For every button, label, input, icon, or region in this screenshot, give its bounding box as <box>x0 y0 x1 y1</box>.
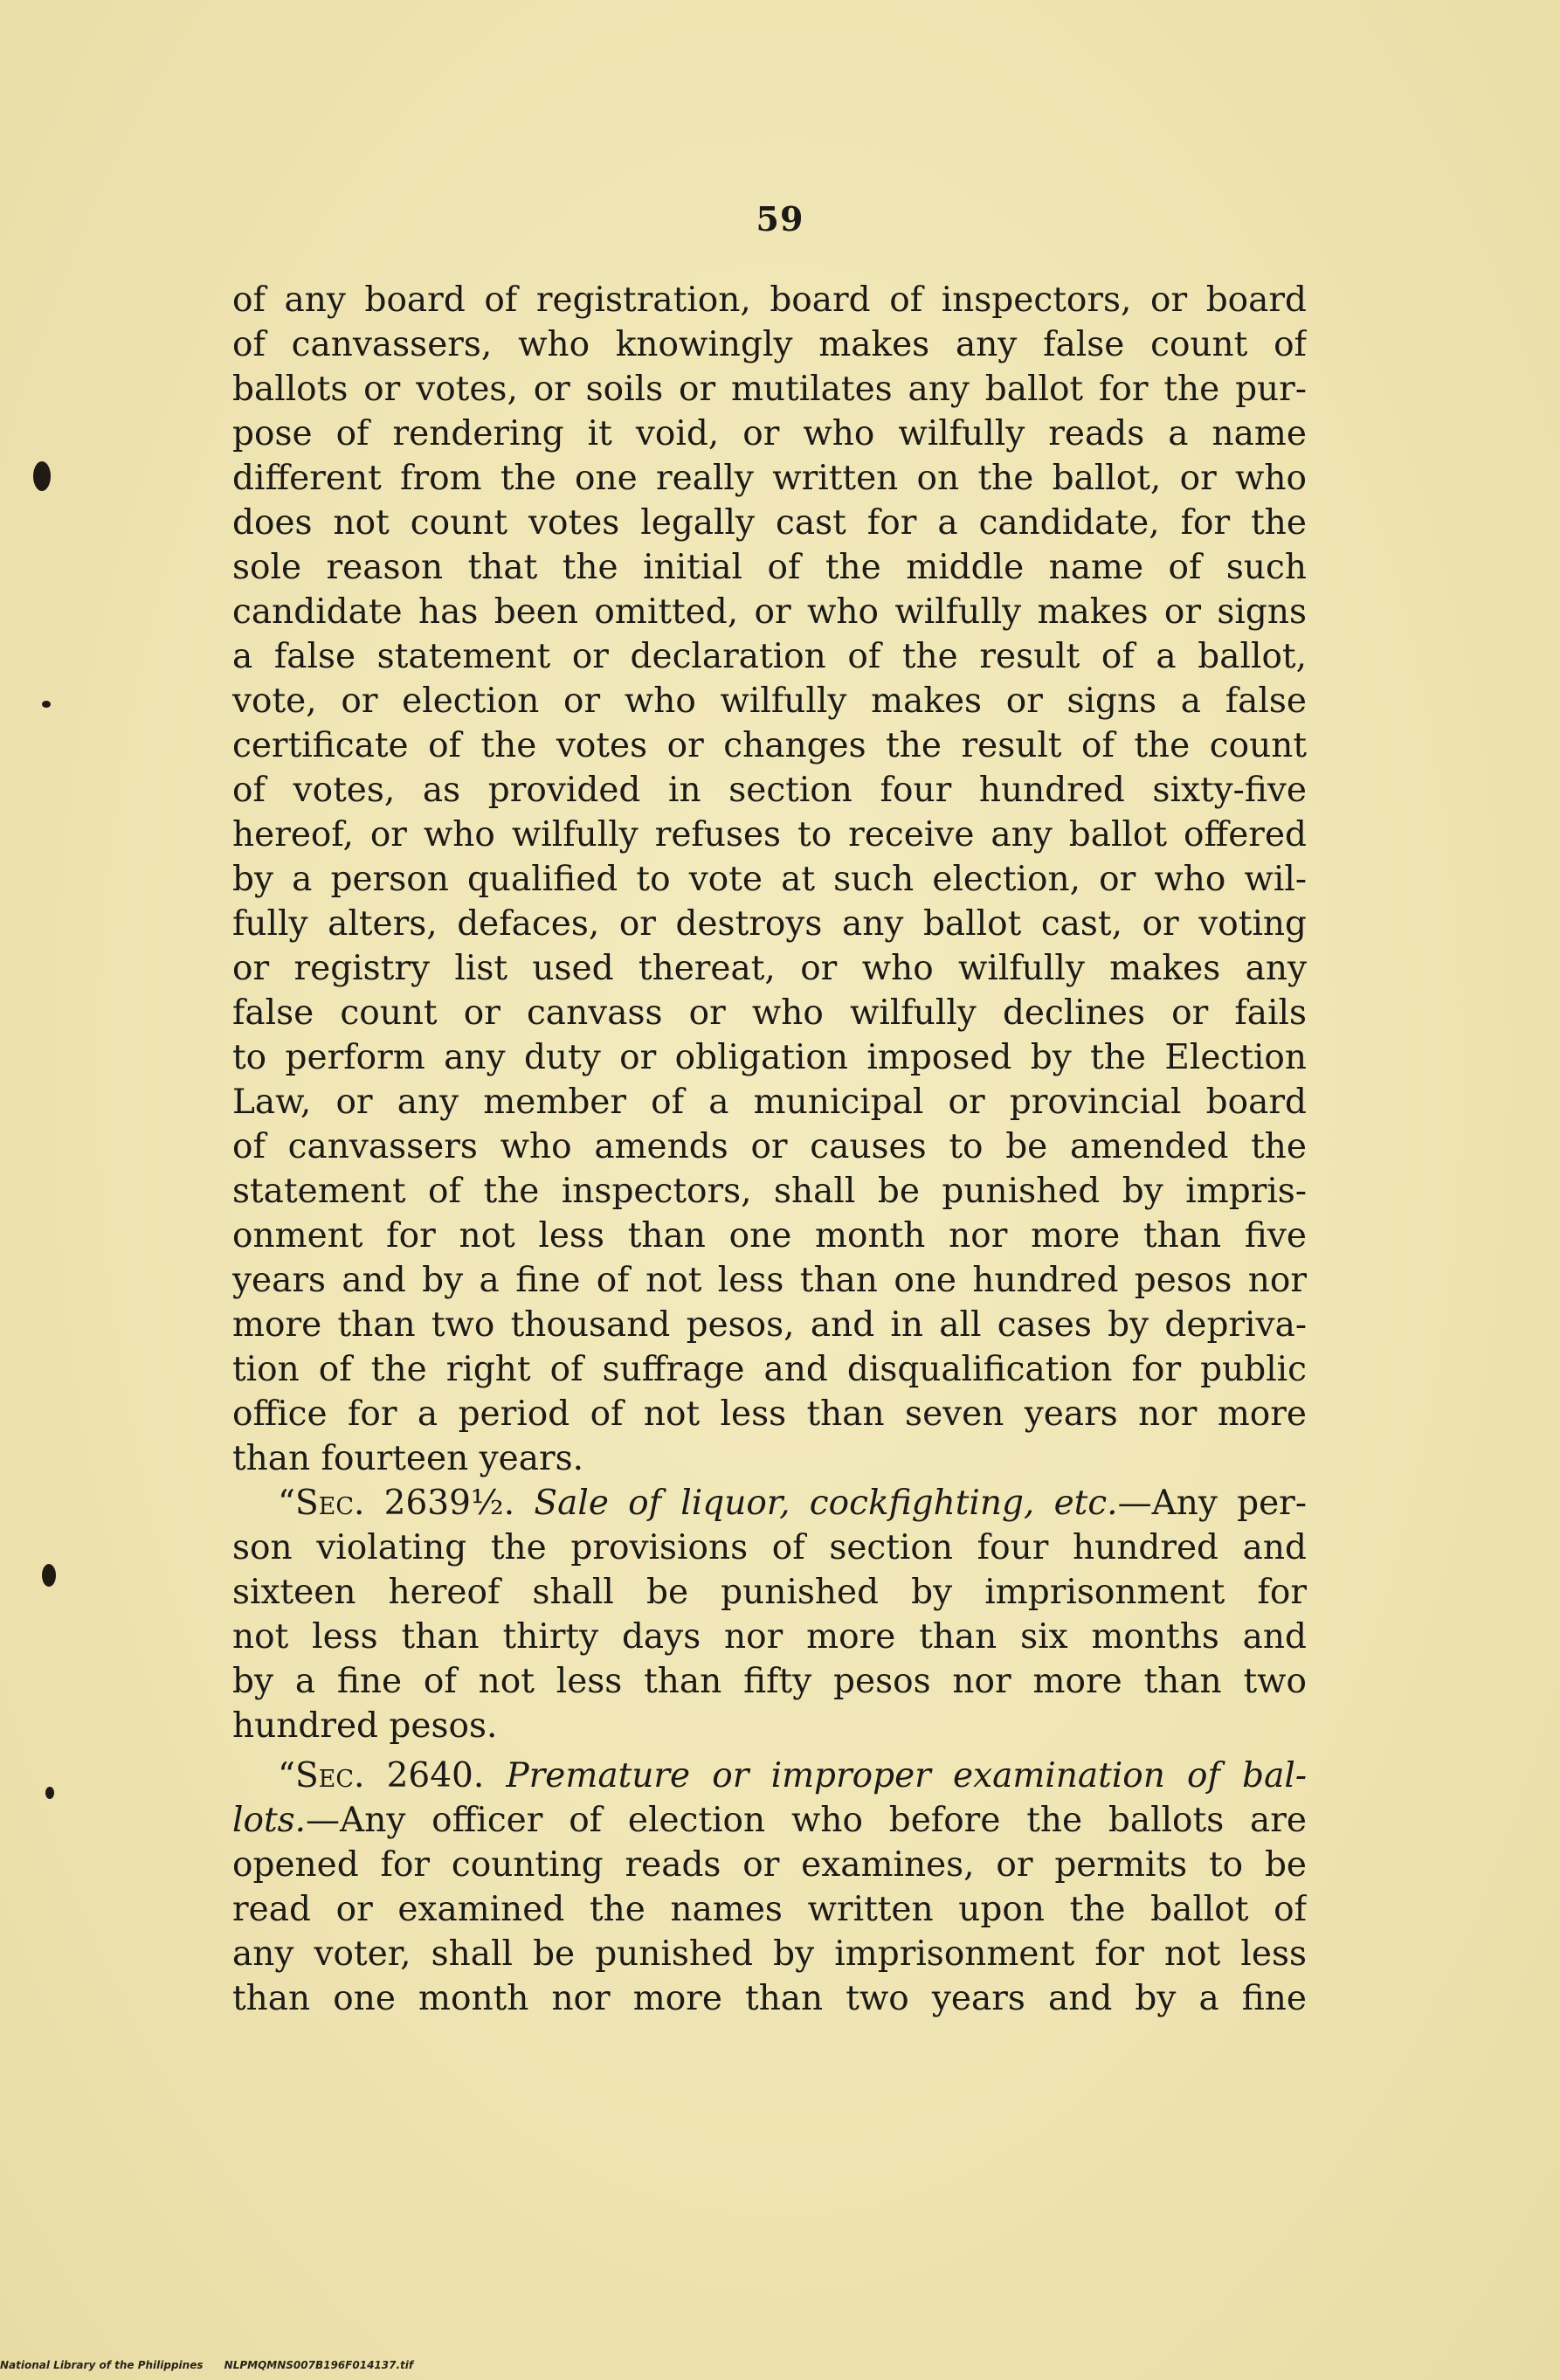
text-line: by a fine of not less than fifty pesos nor more than two <box>232 1662 1307 1701</box>
section-label-smallcaps: ec <box>318 1484 355 1523</box>
text-line: false count or canvass or who wilfully declines or fails <box>232 993 1307 1033</box>
page-number: 59 <box>756 199 804 239</box>
text-line: of canvassers who amends or causes to be amended the <box>232 1127 1307 1166</box>
text-line: of canvassers, who knowingly makes any false count of <box>232 325 1307 364</box>
text-line: read or examined the names written upon the ballot of <box>232 1890 1307 1929</box>
text-line: pose of rendering it void, or who wilfully reads a name <box>232 414 1307 453</box>
paragraph-continuation <box>232 278 1307 1481</box>
text-line: of votes, as provided in section four hundred sixty-five <box>232 771 1307 810</box>
binding-hole-mark <box>42 1564 56 1587</box>
binding-hole-mark <box>42 701 51 708</box>
text-line: than one month nor more than two years and by a fine <box>232 1979 1307 2018</box>
binding-hole-mark <box>33 461 51 491</box>
text-line: certificate of the votes or changes the result of the count <box>232 726 1307 765</box>
text-line: or registry list used thereat, or who wilfully makes any <box>232 949 1307 988</box>
archive-footer <box>0 2359 542 2377</box>
binding-hole-mark <box>45 1787 54 1799</box>
text-line: ballots or votes, or soils or mutilates any ballot for the pur- <box>232 370 1307 409</box>
file-id: NLPMQMNS007B196F014137.tif <box>224 2359 414 2371</box>
text-line: not less than thirty days nor more than six months and <box>232 1617 1307 1657</box>
text-line: of any board of registration, board of inspectors, or board <box>232 280 1307 320</box>
section-number: . 2640. <box>354 1756 507 1795</box>
section-label-prefix: “S <box>278 1756 319 1795</box>
section-text: —Any per- <box>1117 1484 1307 1523</box>
text-line: onment for not less than one month nor more than five <box>232 1216 1307 1256</box>
text-line: any voter, shall be punished by imprisonment for not less <box>232 1934 1307 1974</box>
text-line: hereof, or who wilfully refuses to receive any ballot offered <box>232 815 1307 854</box>
section-number: . 2639½. <box>354 1484 535 1523</box>
section-title: Premature or improper examination of bal- <box>506 1756 1307 1795</box>
section-heading-line <box>232 1754 1307 1798</box>
text-line: opened for counting reads or examines, or permits to be <box>232 1845 1307 1885</box>
text-line: candidate has been omitted, or who wilfully makes or signs <box>232 592 1307 632</box>
text-line: to perform any duty or obligation imposed by the Election <box>232 1038 1307 1077</box>
section-text: —Any officer of election who before the ballots are <box>306 1801 1307 1840</box>
text-line: statement of the inspectors, shall be punished by impris- <box>232 1172 1307 1211</box>
text-line: office for a period of not less than seven years nor more <box>232 1394 1307 1434</box>
text-line: does not count votes legally cast for a candidate, for the <box>232 503 1307 543</box>
section-label-prefix: “S <box>278 1484 319 1523</box>
text-line: by a person qualified to vote at such election, or who wil- <box>232 860 1307 899</box>
text-line: different from the one really written on the ballot, or who <box>232 459 1307 498</box>
section-title-end: lots. <box>232 1801 307 1840</box>
text-line: Law, or any member of a municipal or provincial board <box>232 1083 1307 1122</box>
text-line: years and by a fine of not less than one hundred pesos nor <box>232 1261 1307 1300</box>
text-line: sole reason that the initial of the middle name of such <box>232 548 1307 587</box>
section-2639-half <box>232 1481 1307 1748</box>
section-title: Sale of liquor, cockfighting, etc. <box>534 1484 1118 1523</box>
text-line: than fourteen years. <box>232 1439 583 1478</box>
section-label-smallcaps: ec <box>318 1756 355 1795</box>
text-line: more than two thousand pesos, and in all cases by depriva- <box>232 1305 1307 1345</box>
text-line: vote, or election or who wilfully makes or signs a false <box>232 681 1307 721</box>
section-heading-line-2 <box>232 1798 1307 1843</box>
text-line: fully alters, defaces, or destroys any ballot cast, or voting <box>232 904 1307 944</box>
text-line: son violating the provisions of section four hundred and <box>232 1528 1307 1567</box>
text-line: a false statement or declaration of the result of a ballot, <box>232 637 1307 676</box>
body-text <box>232 278 1307 2021</box>
text-line: hundred pesos. <box>232 1706 498 1746</box>
section-heading-line <box>232 1481 1307 1526</box>
library-credit: National Library of the Philippines <box>0 2359 204 2371</box>
text-line: sixteen hereof shall be punished by imprisonment for <box>232 1573 1307 1612</box>
section-2640 <box>232 1754 1307 2021</box>
text-line: tion of the right of suffrage and disqualification for public <box>232 1350 1307 1389</box>
